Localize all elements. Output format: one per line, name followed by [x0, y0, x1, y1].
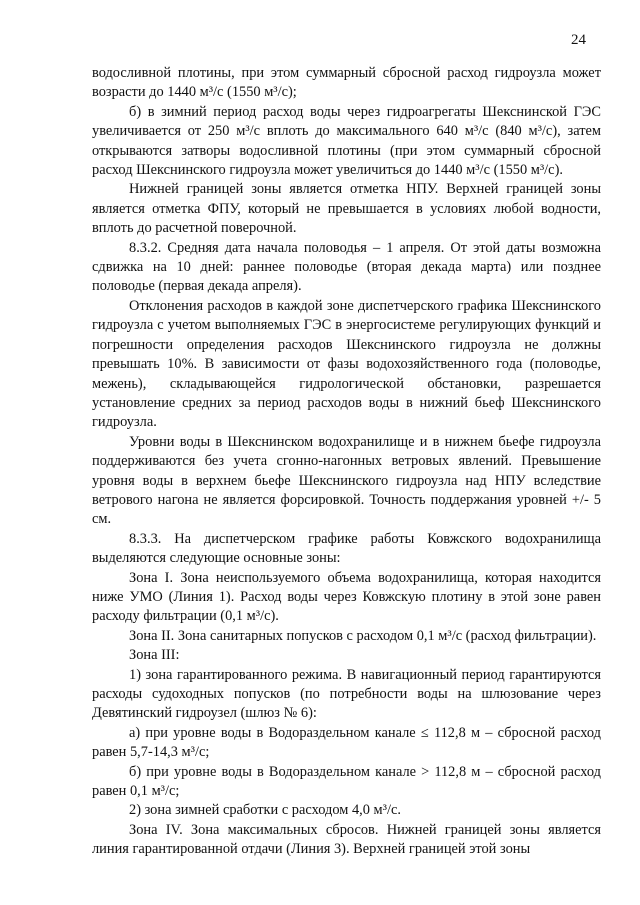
page-number: 24 [571, 32, 586, 48]
paragraph: Нижней границей зоны является отметка НПУ. Верхней границей зоны является отметка ФПУ, который не превышается в условиях любой водности, вплоть до расчетной поверочной. [92, 181, 601, 237]
paragraph: 8.3.2. Средняя дата начала половодья – 1 апреля. От этой даты возможна сдвижка на 10 дней: раннее половодье (вторая декада марта) или позднее половодье (первая декада апреля). [92, 239, 601, 295]
paragraph: 2) зона зимней сработки с расходом 4,0 м³/с. [129, 802, 401, 819]
paragraph: б) при уровне воды в Водораздельном канале > 112,8 м – сбросной расход равен 0,1 м³/с; [92, 763, 601, 800]
paragraph: Уровни воды в Шекснинском водохранилище и в нижнем бьефе гидроузла поддерживаются без учета сгонно-нагонных ветровых явлений. Превышение уровня воды в верхнем бьефе Шекснинского гидроузла над НПУ вследствие ветрового нагона не является форсировкой. Точность поддержания уровней +/- 5 см. [92, 433, 601, 528]
document-body [92, 64, 601, 860]
paragraph: 8.3.3. На диспетчерском графике работы Ковжского водохранилища выделяются следующие основные зоны: [92, 530, 601, 567]
paragraph: водосливной плотины, при этом суммарный сбросной расход гидроузла может возрасти до 1440 м³/с (1550 м³/с); [92, 65, 601, 101]
paragraph: Зона IV. Зона максимальных сбросов. Нижней границей зоны является линия гарантированной отдачи (Линия 3). Верхней границей этой зоны [92, 821, 601, 858]
paragraph: Зона I. Зона неиспользуемого объема водохранилища, которая находится ниже УМО (Линия 1). Расход воды через Ковжскую плотину в этой зоне равен расходу фильтрации (0,1 м³/с). [92, 569, 601, 625]
paragraph: Зона III: [129, 647, 180, 664]
paragraph: Зона II. Зона санитарных попусков с расходом 0,1 м³/с (расход фильтрации). [129, 627, 597, 644]
paragraph: Отклонения расходов в каждой зоне диспетчерского графика Шекснинского гидроузла с учетом выполняемых ГЭС в энергосистеме регулирующих функций и погрешности определения расходов Шекснинского гидроузла не должны превышать 10%. В зависимости от фазы водохозяйственного года (половодье, межень), складывающейся гидрологической обстановки, разрешается установление средних за период расходов воды в нижний бьеф Шекснинского гидроузла. [92, 297, 601, 431]
paragraph: 1) зона гарантированного режима. В навигационный период гарантируются расходы судоходных попусков (по потребности воды на шлюзование через Девятинский гидроузел (шлюз № 6): [92, 666, 601, 722]
paragraph: б) в зимний период расход воды через гидроагрегаты Шекснинской ГЭС увеличивается от 250 м³/с вплоть до максимального 640 м³/с (840 м³/с), затем открываются затворы водосливной плотины (при этом суммарный сбросной расход Шекснинского гидроузла может увеличиться до 1440 м³/с (1550 м³/с). [92, 103, 601, 179]
paragraph: а) при уровне воды в Водораздельном канале ≤ 112,8 м – сбросной расход равен 5,7-14,3 м³/с; [92, 724, 601, 761]
